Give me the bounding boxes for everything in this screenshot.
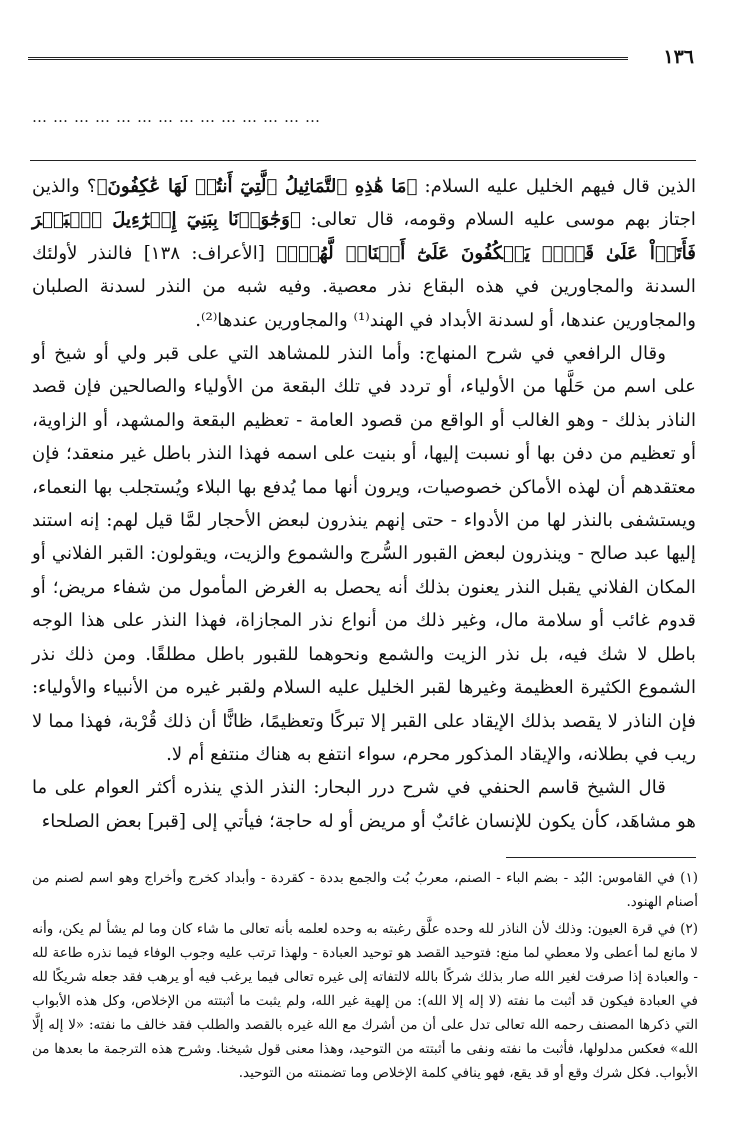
quran-quote: ﴿مَا هَٰذِهِ ٱلتَّمَاثِيلُ ٱلَّتِيٓ أَنتُمۡ لَهَا عَٰكِفُونَ﴾ — [96, 176, 418, 197]
text-segment: ؟ والذين اجتاز بهم موسى عليه السلام وقومه، قال تعالى: — [32, 176, 696, 231]
footnotes — [32, 866, 698, 1088]
text-top-rule — [30, 160, 696, 161]
text-segment: وقال الرافعي في شرح المنهاج: وأما النذر للمشاهد التي على قبر ولي أو شيخ أو على اسم من حَلَّها من الأولياء، أو تردد في تلك البقعة من الأولياء والصالحين فإن قصد الناذر بذلك - وهو الغالب أو الواقع من قصود العامة - تعظيم البقعة والمشهد، أو الزاوية، أو تعظيم من دفن بها أو نسبت إليها، أو بنيت على اسمه فهذا النذر باطل غير منعقد؛ فإن معتقدهم أن لهذه الأماكن خصوصيات، ويرون أنها مما يُدفع بها البلاء ويُستجلب بها النعماء، ويستشفى بالنذر لها من الأدواء - حتى إنهم ينذرون لبعض الأحجار لمَّا قيل لهم: إنه استند إليها عبد صالح - وينذرون لبعض القبور السُّرج والشموع والزيت، ويقولون: القبر الفلاني أو المكان الفلاني يقبل النذر يعنون بذلك أنه يحصل به الغرض المأمول من شفاء مريض؛ أو قدوم غائب أو سلامة مال، وغير ذلك من أنواع نذر المجازاة، فهذا النذر على هذا الوجه باطل لا شك فيه، بل نذر الزيت والشمع ونحوهما للقبور باطل مطلقًا. ومن ذلك نذر الشموع الكثيرة العظيمة وغيرها لقبر الخليل عليه السلام ولقبر غيره من الأنبياء والأولياء: فإن الناذر لا يقصد بذلك الإيقاد على القبر إلا تبركًا وتعظيمًا، ظانًّا أن ذلك قُرْبة، فهذا مما لا ريب في بطلانه، والإيقاد المذكور محرم، سواء انتفع به هناك منتفع أم لا. — [32, 343, 696, 765]
quran-quote: ﴿وَجَٰوَزۡنَا بِبَنِيٓ إِسۡرَٰٓءِيلَ ٱلۡبَحۡرَ فَأَتَوۡاْ عَلَىٰ قَوۡمٖ يَعۡكُفُونَ عَلَىٰٓ أَصۡنَامٖ لَّهُمۡۚ﴾ — [32, 209, 696, 264]
paragraph — [32, 771, 696, 838]
dotted-separator: …………………………………… — [32, 108, 326, 126]
footnote-rule — [506, 857, 696, 858]
header-rule — [28, 57, 628, 60]
text-segment: [الأعراف: ١٣٨] فالنذر لأولئك السدنة والمجاورين في هذه البقاع نذر معصية. وفيه شبه من النذر لسدنة الصلبان والمجاورين عندها، أو لسدنة الأبداد في الهند⁽¹⁾ والمجاورين عندها⁽²⁾. — [32, 242, 696, 331]
text-segment: قال الشيخ قاسم الحنفي في شرح درر البحار: النذر الذي ينذره أكثر العوام على ما هو مشاهَد، كأن يكون للإنسان غائبٌ أو مريض أو له حاجة؛ فيأتي إلى [قبر] بعض الصلحاء — [32, 777, 696, 832]
paragraph — [32, 170, 696, 337]
footnote: (٢) في قرة العيون: وذلك لأن الناذر لله وحده علَّق رغبته به وحده لعلمه بأنه تعالى ما شاء كان وما لم يشأ لم يكن، وأنه لا مانع لما أعطى ولا معطي لما منع: فتوحيد القصد هو توحيد العبادة - ولهذا ترتب عليه وجوب الوفاء فيما نذره طاعة لله - والعبادة إذا صرفت لغير الله صار بذلك شركًا بالله لالتفاته إلى غيره تعالى فيما يرغب فيه أو يرهب فقد جعله شريكًا لله في العبادة فيكون قد أثبت ما نفته (لا إله إلا الله): من إلهية غير الله، ولم يثبت ما أثبتته من الإخلاص، وكل هذه الأبواب التي ذكرها المصنف رحمه الله تعالى تدل على أن من أشرك مع الله غيره بالقصد والطلب فقد خالف ما نفته: «لا إله إلَّا الله» فعكس مدلولها، فأثبت ما نفته ونفى ما أثبتته من التوحيد، وهذا معنى قول شيخنا. وشرح هذه الترجمة ما بعدها من الأبواب. فكل شرك وقع أو قد يقع، فهو ينافي كلمة الإخلاص وما تضمنته من التوحيد. — [32, 921, 698, 1081]
page-number: ١٣٦ — [663, 46, 694, 68]
text-segment: الذين قال فيهم الخليل عليه السلام: — [417, 176, 697, 197]
paragraph — [32, 337, 696, 771]
main-text — [32, 170, 696, 838]
footnote: (١) في القاموس: البُد - بضم الباء - الصنم، معربُ بُت والجمع بددة - كقردة - وأبداد كخرج وأخراج وهو اسم لصنم من أصنام الهنود. — [32, 870, 698, 910]
page-header — [28, 40, 694, 76]
